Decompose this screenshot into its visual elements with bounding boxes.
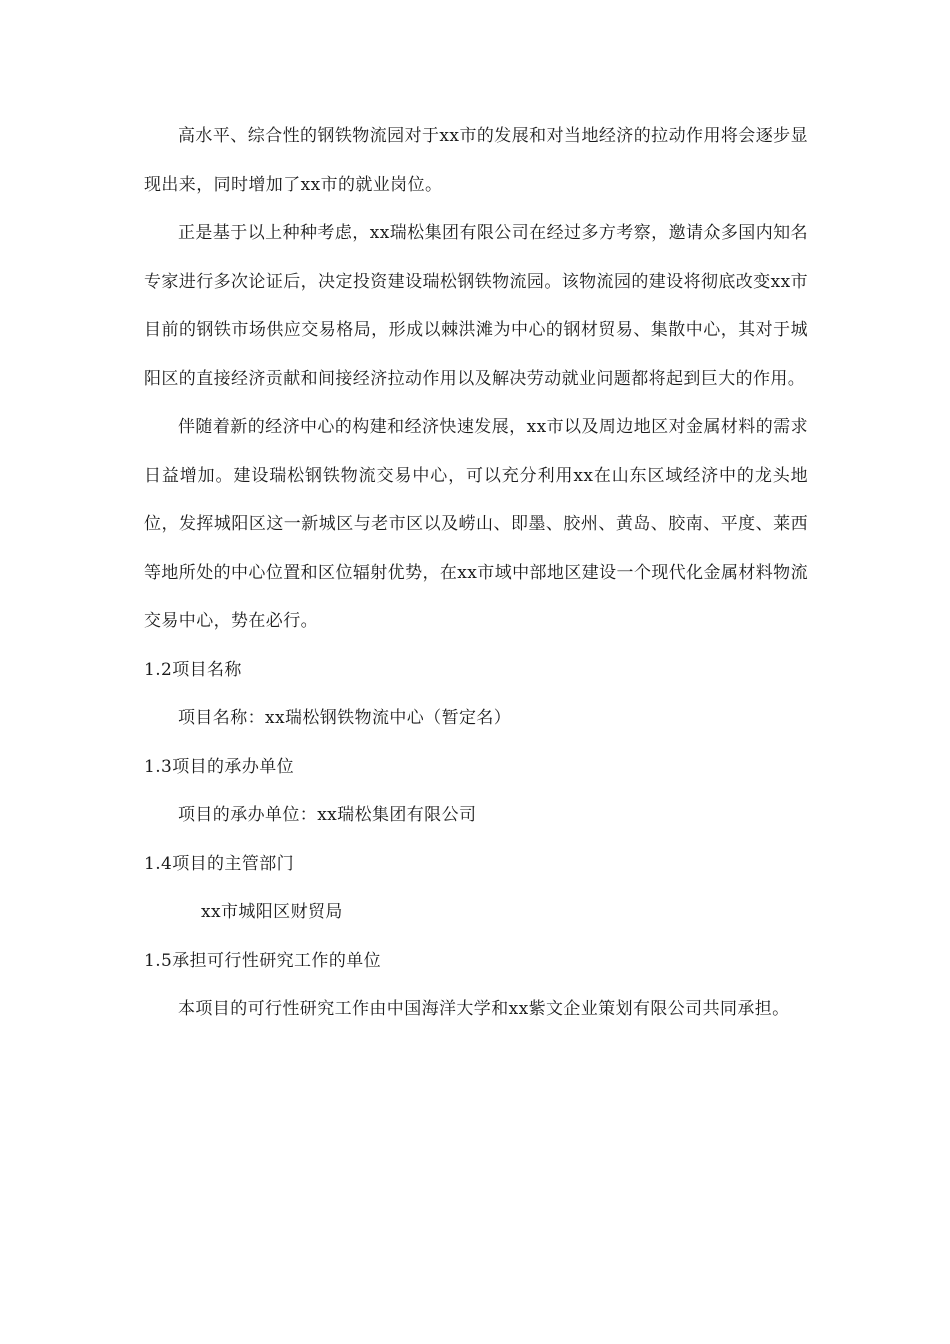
paragraph-necessity: 伴随着新的经济中心的构建和经济快速发展，xx市以及周边地区对金属材料的需求日益增加。建设瑞松钢铁物流交易中心，可以充分利用xx在山东区域经济中的龙头地位，发挥城阳区这一新城区与老市区以及崂山、即墨、胶州、黄岛、胶南、平度、莱西等地所处的中心位置和区位辐射优势，在xx市域中部地区建设一个现代化金属材料物流交易中心，势在必行。	[144, 417, 808, 631]
section-heading-undertaking-unit: 1.3项目的承办单位	[144, 756, 295, 777]
document-body	[144, 112, 808, 1034]
section-body-undertaking-unit: 项目的承办单位：xx瑞松集团有限公司	[178, 805, 477, 825]
section-heading-project-name: 1.2项目名称	[144, 659, 242, 680]
section-body-competent-department: xx市城阳区财贸局	[201, 902, 343, 922]
section-heading-feasibility-study-unit: 1.5承担可行性研究工作的单位	[144, 950, 382, 971]
paragraph-investment-decision: 正是基于以上种种考虑，xx瑞松集团有限公司在经过多方考察，邀请众多国内知名专家进行多次论证后，决定投资建设瑞松钢铁物流园。该物流园的建设将彻底改变xx市目前的钢铁市场供应交易格局，形成以棘洪滩为中心的钢材贸易、集散中心，其对于城阳区的直接经济贡献和间接经济拉动作用以及解决劳动就业问题都将起到巨大的作用。	[144, 223, 808, 389]
paragraph-impact: 高水平、综合性的钢铁物流园对于xx市的发展和对当地经济的拉动作用将会逐步显现出来，同时增加了xx市的就业岗位。	[144, 126, 808, 195]
section-body-feasibility-study-unit: 本项目的可行性研究工作由中国海洋大学和xx紫文企业策划有限公司共同承担。	[178, 999, 790, 1019]
section-body-project-name: 项目名称：xx瑞松钢铁物流中心（暂定名）	[178, 708, 512, 728]
section-heading-competent-department: 1.4项目的主管部门	[144, 853, 295, 874]
